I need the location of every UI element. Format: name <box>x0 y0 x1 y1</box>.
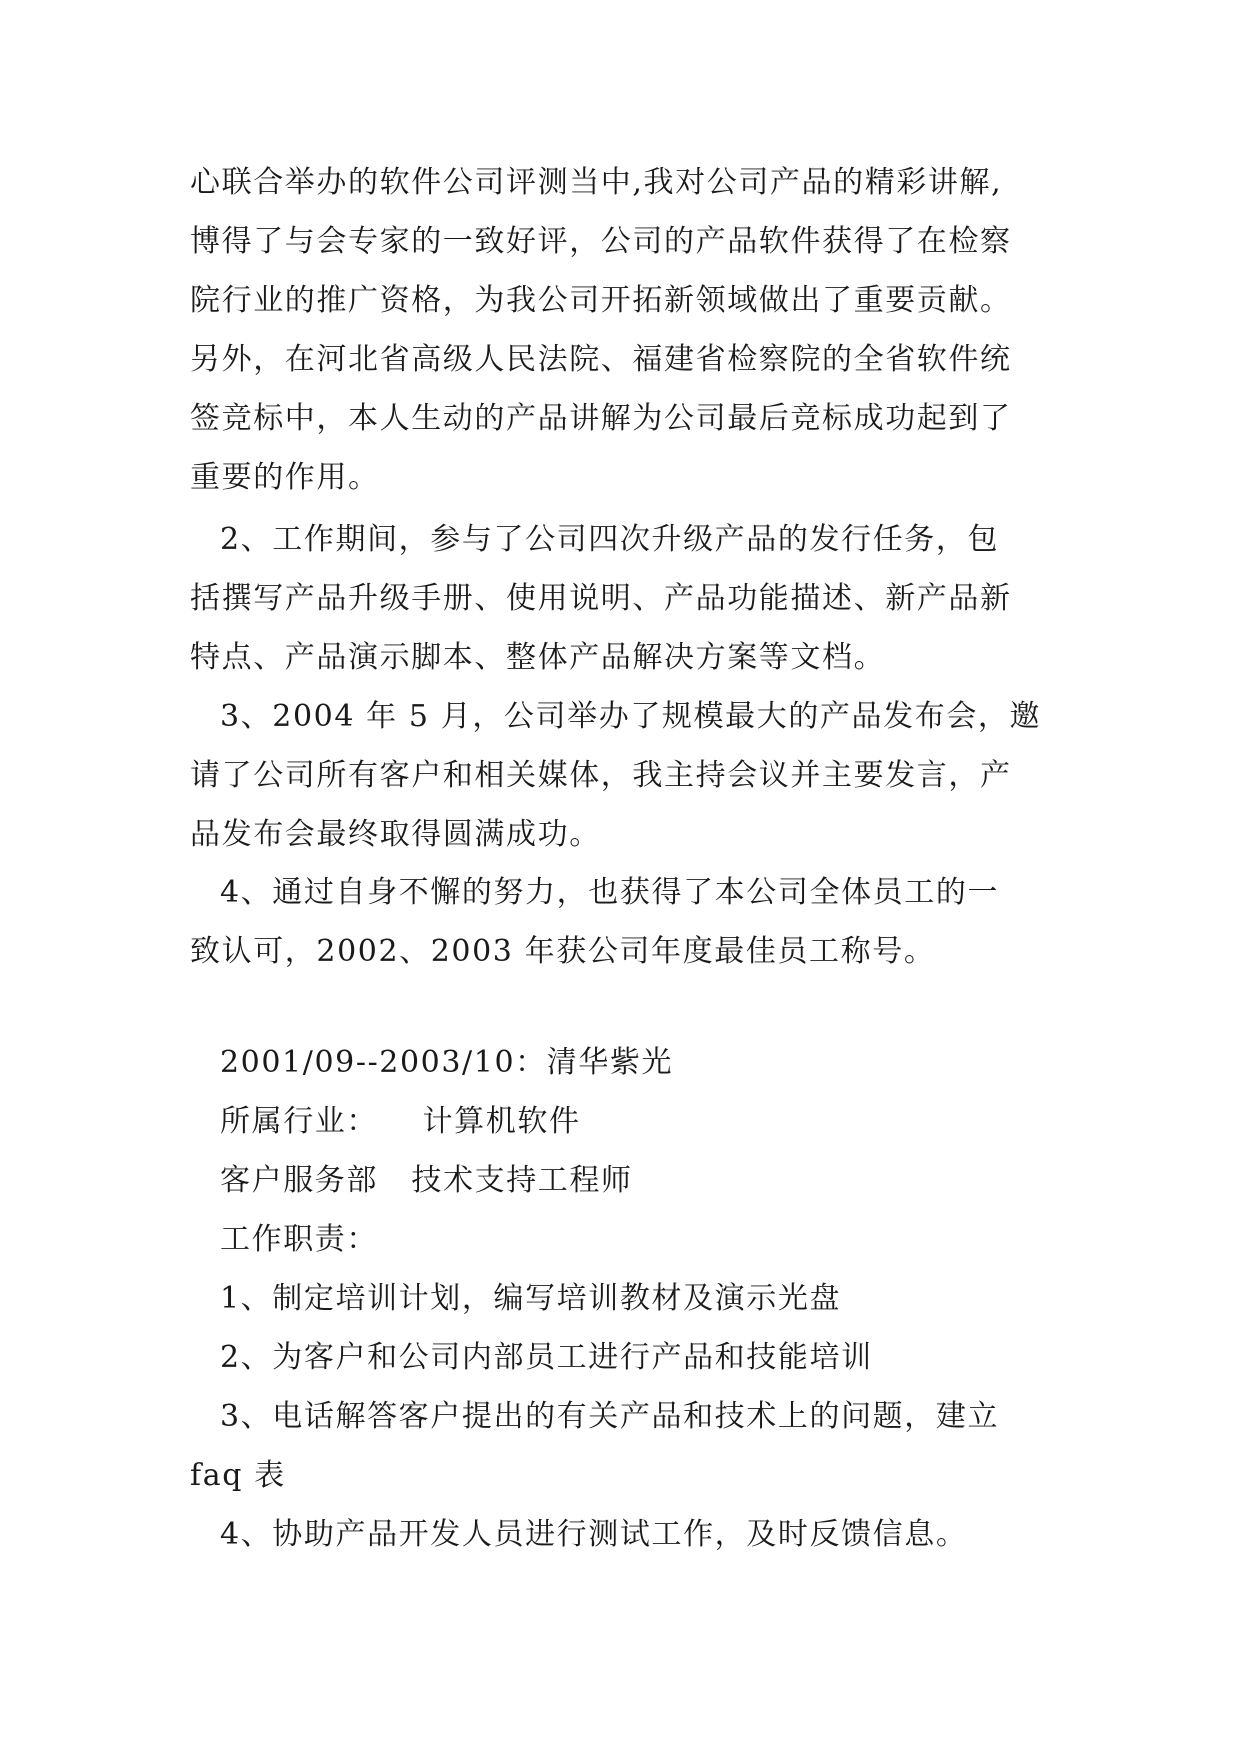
job-duties-heading: 工作职责： <box>220 1222 378 1257</box>
text-line: 特点、产品演示脚本、整体产品解决方案等文档。 <box>190 640 886 675</box>
text-line: 品发布会最终取得圆满成功。 <box>190 817 601 852</box>
text-line: 重要的作用。 <box>190 460 380 495</box>
paragraph-achievements-1 <box>190 153 1090 507</box>
text-line: 另外，在河北省高级人民法院、福建省检察院的全省软件统 <box>190 342 1012 377</box>
text-line: 签竞标中，本人生动的产品讲解为公司最后竞标成功起到了 <box>190 401 1012 436</box>
text-line: 博得了与会专家的一致好评，公司的产品软件获得了在检察 <box>190 224 1012 259</box>
job-industry: 所属行业： 计算机软件 <box>220 1104 581 1139</box>
text-line: 请了公司所有客户和相关媒体，我主持会议并主要发言，产 <box>190 758 1012 793</box>
text-line: 院行业的推广资格，为我公司开拓新领域做出了重要贡献。 <box>190 283 1012 318</box>
job-duty-item-continuation: faq 表 <box>190 1458 286 1493</box>
job-duty-item: 2、为客户和公司内部员工进行产品和技能培训 <box>220 1340 873 1375</box>
text-line: 致认可，2002、2003 年获公司年度最佳员工称号。 <box>190 934 936 969</box>
text-line: 括撰写产品升级手册、使用说明、产品功能描述、新产品新 <box>190 581 1012 616</box>
job-department-title: 客户服务部 技术支持工程师 <box>220 1163 633 1198</box>
text-line: 心联合举办的软件公司评测当中,我对公司产品的精彩讲解, <box>190 165 1003 200</box>
text-line: 2、工作期间，参与了公司四次升级产品的发行任务，包 <box>220 522 1000 557</box>
job-duty-item: 1、制定培训计划，编写培训教材及演示光盘 <box>220 1281 842 1316</box>
job-experience-section <box>190 1033 1090 1564</box>
text-line: 4、通过自身不懈的努力，也获得了本公司全体员工的一 <box>220 875 1000 910</box>
job-duty-item: 3、电话解答客户提出的有关产品和技术上的问题，建立 <box>220 1399 1000 1434</box>
job-period-company: 2001/09--2003/10：清华紫光 <box>220 1045 674 1080</box>
paragraph-achievements-3 <box>190 687 1090 864</box>
job-duty-item: 4、协助产品开发人员进行测试工作，及时反馈信息。 <box>220 1517 968 1552</box>
paragraph-achievements-2 <box>190 510 1090 687</box>
paragraph-achievements-4 <box>190 863 1090 981</box>
text-line: 3、2004 年 5 月，公司举办了规模最大的产品发布会，邀 <box>220 699 1042 734</box>
